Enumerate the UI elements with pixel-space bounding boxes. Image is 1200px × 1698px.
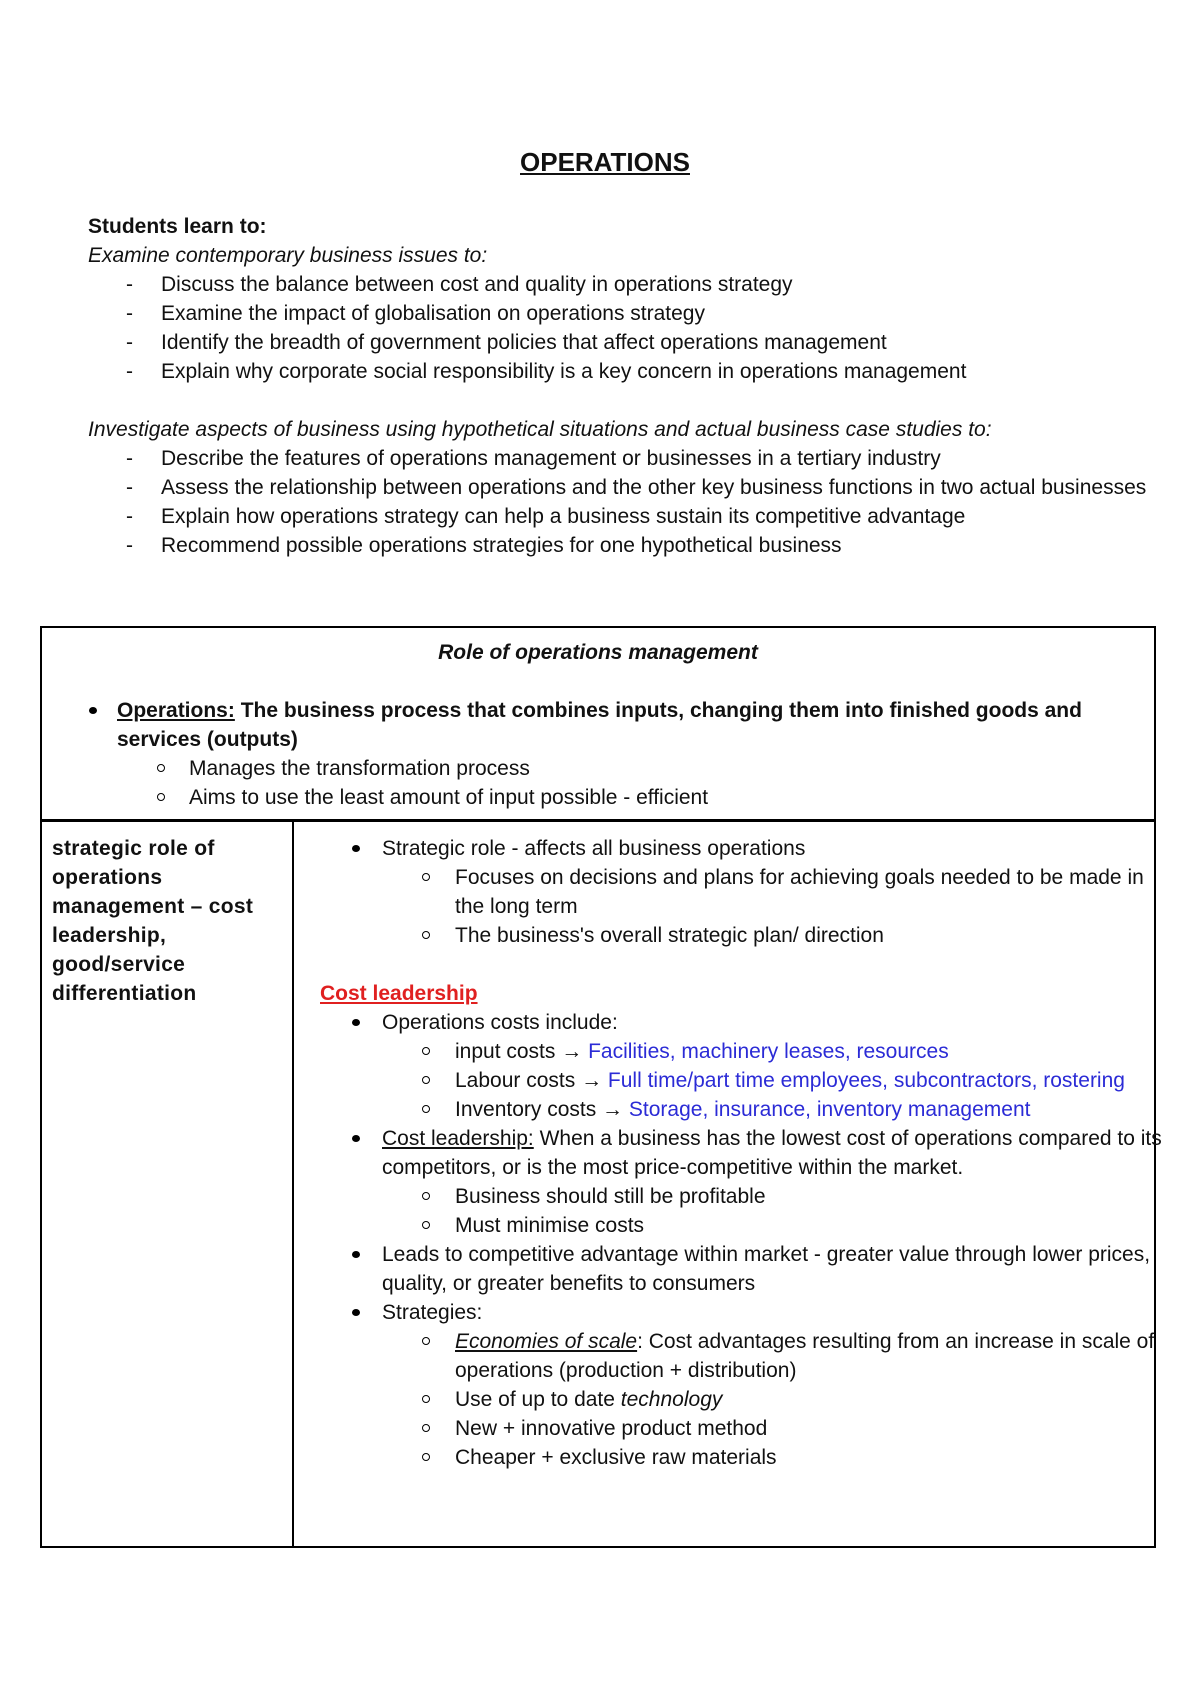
list-item [302,1298,1162,1472]
section2-list [88,444,1148,560]
page-title: OPERATIONS [520,147,690,177]
list-item: - Identify the breadth of government policies that affect operations management [88,328,1148,357]
list-item: New + innovative product method [382,1414,1162,1443]
list-item: Manages the transformation process [117,754,1112,783]
list-item: - Examine the impact of globalisation on operations strategy [88,299,1148,328]
op-costs-lead: Operations costs include: [382,1011,618,1034]
list-item: - Explain how operations strategy can help a business sustain its competitive advantage [88,502,1148,531]
list-item: Aims to use the least amount of input possible - efficient [117,783,1112,812]
operations-definition-list [42,696,1112,812]
list-item: Labour costs → Full time/part time employees, subcontractors, rostering [382,1066,1162,1095]
list-item: Economies of scale: Cost advantages resulting from an increase in scale of operations (production + distribution) [382,1327,1162,1385]
list-item: Cheaper + exclusive raw materials [382,1443,1162,1472]
section1-lead: Examine contemporary business issues to: [88,244,488,267]
list-item [302,1008,1162,1124]
topic-label: strategic role of operations management – cost leadership, good/service differentiation [52,837,254,1005]
list-item: - Assess the relationship between operations and the other key business functions in two actual businesses [88,473,1148,502]
cost-detail: Full time/part time employees, subcontractors, rostering [607,1069,1125,1092]
list-item: The business's overall strategic plan/ direction [382,921,1162,950]
list-item: Use of up to date technology [382,1385,1162,1414]
role-title: Role of operations management [438,641,758,664]
list-item: - Discuss the balance between cost and quality in operations strategy [88,270,1148,299]
section2-lead: Investigate aspects of business using hypothetical situations and actual business case studies to: [88,418,992,441]
section1-list [88,270,1148,386]
column-divider [292,822,294,1546]
list-item: input costs → Facilities, machinery leases, resources [382,1037,1162,1066]
list-item: Leads to competitive advantage within market - greater value through lower prices, quality, or greater benefits to consumers [302,1240,1162,1298]
topic-notes [302,834,1162,1472]
economies-of-scale-term: Economies of scale [455,1330,638,1353]
cost-detail: Facilities, machinery leases, resources [588,1040,949,1063]
list-item: Inventory costs → Storage, insurance, inventory management [382,1095,1162,1124]
cost-leadership-heading: Cost leadership [320,982,478,1005]
cost-detail: Storage, insurance, inventory management [628,1098,1031,1121]
students-learn-heading: Students learn to: [88,215,267,238]
strategies-lead: Strategies: [382,1301,483,1324]
list-item: Must minimise costs [382,1211,1162,1240]
list-item: Business should still be profitable [382,1182,1162,1211]
syllabus-intro [88,212,1148,560]
definition-term: Operations: [117,699,235,722]
list-item [302,1124,1162,1240]
cost-leadership-text: When a business has the lowest cost of operations compared to its competitors, or is the most price-competitive within the market. [382,1127,1162,1179]
list-item: - Explain why corporate social responsibility is a key concern in operations management [88,357,1148,386]
list-item: Focuses on decisions and plans for achieving goals needed to be made in the long term [382,863,1162,921]
list-item [302,834,1162,950]
list-item: - Recommend possible operations strategies for one hypothetical business [88,531,1148,560]
notes-table [40,626,1162,1548]
operations-definition [42,696,1112,812]
role-header-cell [42,628,1154,822]
cost-leadership-term: Cost leadership: [382,1127,534,1150]
definition-text: The business process that combines inputs, changing them into finished goods and services (outputs) [117,699,1082,751]
strategic-role-text: Strategic role - affects all business operations [382,837,806,860]
list-item: - Describe the features of operations management or businesses in a tertiary industry [88,444,1148,473]
